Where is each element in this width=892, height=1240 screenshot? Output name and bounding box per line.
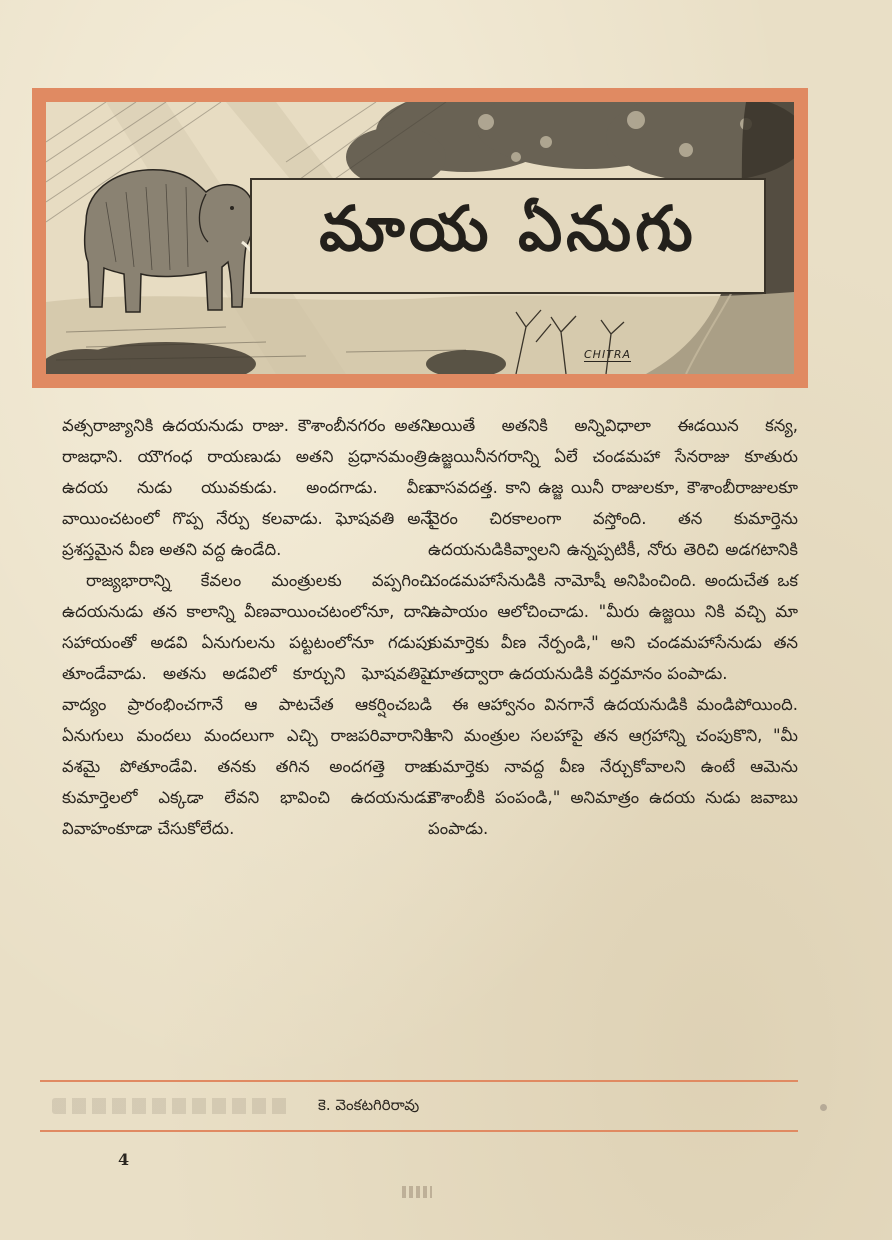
story-paragraph: రాజ్యభారాన్ని కేవలం మంత్రులకు వప్పగించి ఉదయనుడు తన కాలాన్ని వీణవాయించటంలోనూ, దాని సహాయంతో అడవి ఏనుగులను పట్టటంలోనూ గడుపు తూండేవాడు. అతను అడవిలో కూర్చుని ఘోషవతిపై వాద్యం ప్రారంభించగానే ఆ పాటచేత ఆకర్షించబడి ఏనుగులు మందలు మందలుగా ఎచ్చి రాజపరివారానికి వశమై పోతూండేవి. తనకు తగిన అందగత్తె రాజ కుమార్తెలలో ఎక్కడా లేవని భావించి ఉదయనుడు వివాహంకూడా చేసుకోలేదు. xyxy=(62,571,432,838)
paper-spot xyxy=(820,1104,827,1111)
faded-stamp-mark xyxy=(402,1186,432,1198)
page-number: 4 xyxy=(118,1150,130,1169)
story-column-right xyxy=(428,410,798,844)
story-column-left xyxy=(62,410,432,844)
story-paragraph: ఈ ఆహ్వానం వినగానే ఉదయనుడికి మండిపోయింది. కాని మంత్రుల సలహాపై తన ఆగ్రహాన్ని చంపుకొని, "మీ కుమార్తెకు నావద్ద వీణ నేర్చుకోవాలని ఉంటే ఆమెను కౌశాంబీకి పంపండి," అనిమాత్రం ఉదయ నుడు జవాబు పంపాడు. xyxy=(428,695,798,838)
jungle-scene xyxy=(46,102,794,374)
footer-divider-bottom xyxy=(40,1130,798,1132)
story-paragraph: అయితే అతనికి అన్నివిధాలా ఈడయిన కన్య, ఉజ్జయినీనగరాన్ని ఏలే చండమహా సేనరాజు కూతురు వాసవదత్త. కాని ఉజ్జ యినీ రాజులకూ, కౌశాంబీరాజులకూ వైరం చిరకాలంగా వస్తోంది. తన కుమార్తెను ఉదయనుడికివ్వాలని ఉన్నప్పటికీ, నోరు తెరిచి అడగటానికి చండమహాసేనుడికి నామోషీ అనిపించింది. అందుచేత ఒక ఉపాయం ఆలోచించాడు. "మీరు ఉజ్జయి నికి వచ్చి మా కుమార్తెకు వీణ నేర్పండి," అని చండమహాసేనుడు తన దూతద్వారా ఉదయనుడికి వర్తమానం పంపాడు. xyxy=(428,416,798,683)
story-paragraph: వత్సరాజ్యానికి ఉదయనుడు రాజు. కౌశాంబీనగరం అతని రాజధాని. యౌగంధ రాయణుడు అతని ప్రధానమంత్రి. ఉదయ నుడు యువకుడు. అందగాడు. వీణ వాయించటంలో గొప్ప నేర్పు కలవాడు. ఘోషవతి అనే ప్రశస్తమైన వీణ అతని వద్ద ఉండేది. xyxy=(62,416,432,559)
author-name: కె. వెంకటగిరిరావు xyxy=(318,1096,420,1114)
story-title: మాయ ఏనుగు xyxy=(319,192,697,265)
footer-divider-top xyxy=(40,1080,798,1082)
faded-print-mark xyxy=(52,1098,292,1114)
artist-signature: CHITRA xyxy=(584,348,632,361)
story-header-illustration xyxy=(32,88,808,388)
story-title-box xyxy=(250,178,766,294)
